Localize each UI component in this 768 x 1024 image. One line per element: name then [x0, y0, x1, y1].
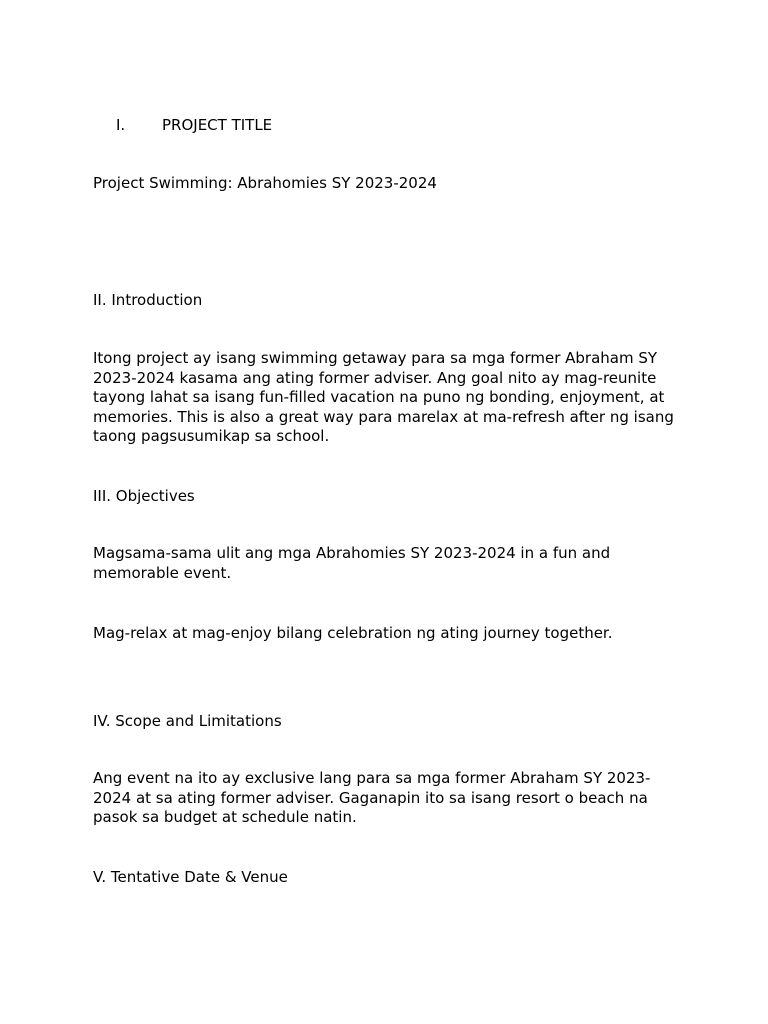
scope-paragraph: Ang event na ito ay exclusive lang para sa mga former Abraham SY 2023-2024 at sa ating former adviser. Gaganapin ito sa isang resort o beach na pasok sa budget at schedule natin. — [93, 769, 651, 827]
section-3-heading: III. Objectives — [93, 487, 195, 505]
objective-item-1: Magsama-sama ulit ang mga Abrahomies SY 2023-2024 in a fun and memorable event. — [93, 544, 611, 582]
project-title-text: Project Swimming: Abrahomies SY 2023-2024 — [93, 174, 437, 192]
section-2-heading: II. Introduction — [93, 291, 203, 309]
introduction-paragraph: Itong project ay isang swimming getaway para sa mga former Abraham SY 2023-2024 kasama ang ating former adviser. Ang goal nito ay mag-reunite tayong lahat sa isang fun-filled vacation na puno ng bonding, enjoyment, at memories. This is also a great way para marelax at ma-refresh after ng isang taong pagsusumikap sa school. — [93, 349, 674, 446]
section-1-number: I. — [116, 116, 126, 134]
section-1-heading: PROJECT TITLE — [162, 116, 273, 134]
section-4-heading: IV. Scope and Limitations — [93, 712, 282, 730]
objective-item-2: Mag-relax at mag-enjoy bilang celebration ng ating journey together. — [93, 624, 613, 642]
section-5-heading: V. Tentative Date & Venue — [93, 868, 288, 886]
